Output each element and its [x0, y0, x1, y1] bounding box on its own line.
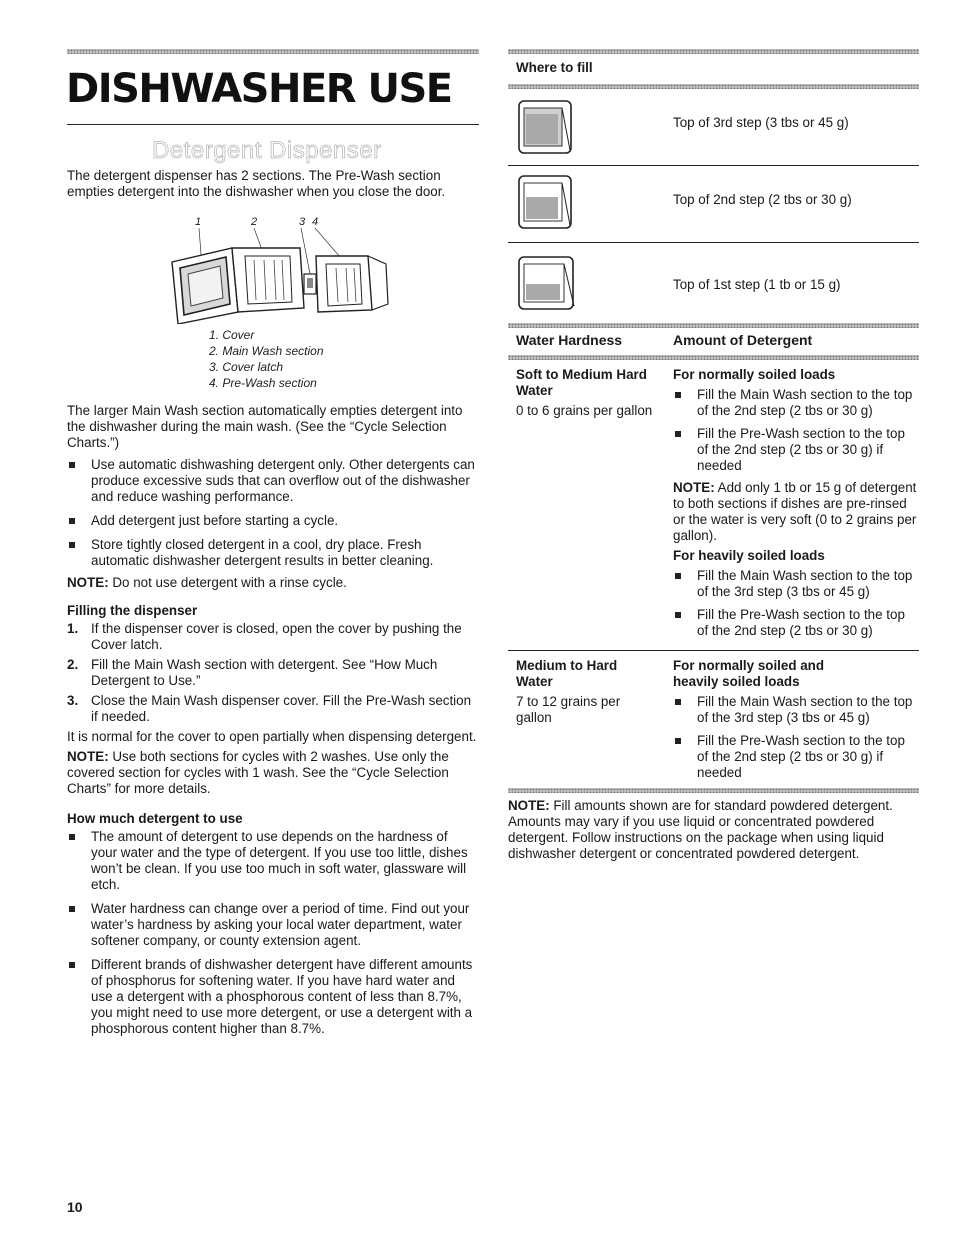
fill-row-divider	[508, 165, 919, 166]
where-heading-rule	[508, 84, 919, 89]
list-item: Fill the Main Wash section to the top of the 3rd step (3 tbs or 45 g)	[673, 568, 918, 600]
partial-open-paragraph: It is normal for the cover to open partially when dispensing detergent.	[67, 729, 477, 744]
dispenser-illustration	[150, 212, 410, 324]
intro-paragraph: The detergent dispenser has 2 sections. The Pre-Wash section empties detergent into the dishwasher when you close the door.	[67, 168, 446, 199]
bullet-icon	[67, 957, 91, 1037]
how-much-heading: How much detergent to use	[67, 811, 243, 826]
top-dotted-rule-right	[508, 49, 919, 54]
list-item: Fill the Main Wash section to the top of the 2nd step (2 tbs or 30 g)	[673, 387, 918, 419]
bullet-icon	[67, 457, 91, 505]
table-top-rule	[508, 323, 919, 328]
table-row-divider	[508, 650, 919, 651]
table-bottom-rule	[508, 788, 919, 793]
list-item: Add detergent just before starting a cycle.	[67, 513, 477, 529]
soft-water-amount: For normally soiled loads Fill the Main Wash section to the top of the 2nd step (2 tbs or 30 g) Fill the Pre-Wash section to the top of the 2nd step (2 tbs or 30 g) if needed NOTE: Add only 1 tb or 15 g of detergent to both sections if dishes are pre-rinsed or the water is very soft (0 to 2 grains per gallon). For heavily soiled loads Fill the Main Wash section to the top of the 3rd step (3 tbs or 45 g) Fill the Pre-Wash section to the top of the 2nd step (2 tbs or 30 g)	[673, 367, 917, 638]
soft-water-note: NOTE: Add only 1 tb or 15 g of detergent to both sections if dishes are pre-rinsed or the water is very soft (0 to 2 grains per gallon).	[673, 480, 917, 543]
note-rinse: NOTE: Do not use detergent with a rinse cycle.	[67, 575, 347, 590]
bullet-icon	[673, 568, 697, 600]
page-title: DISHWASHER USE	[66, 66, 452, 112]
list-item: Water hardness can change over a period of time. Find out your water’s hardness by asking your local water department, water softener company, or county extension agent.	[67, 901, 477, 949]
hard-water-amount: For normally soiled and heavily soiled loads Fill the Main Wash section to the top of the 3rd step (3 tbs or 45 g) Fill the Pre-Wash section to the top of the 2nd step (2 tbs or 30 g) if needed	[673, 658, 918, 781]
step-item: 3. Close the Main Wash dispenser cover. Fill the Pre-Wash section if needed.	[67, 693, 472, 724]
bullet-icon	[67, 901, 91, 949]
fill-row-divider	[508, 242, 919, 243]
fill-amounts-note: NOTE: Fill amounts shown are for standard powdered detergent. Amounts may vary if you use liquid or concentrated powdered detergent. Follow instructions on the package when using liquid dishwasher detergent or concentrated powdered detergent.	[508, 798, 893, 861]
page-number: 10	[67, 1199, 83, 1215]
list-item: Use automatic dishwashing detergent only. Other detergents can produce excessive suds that can overflow out of the dishwasher and reduce washing performance.	[67, 457, 477, 505]
cup-1st-step-icon	[518, 256, 580, 314]
col-water-hardness: Water Hardness	[516, 332, 623, 348]
cup-3rd-step-icon	[518, 100, 574, 158]
caption-cover-latch: 3. Cover latch	[209, 360, 284, 374]
caption-main-wash: 2. Main Wash section	[209, 344, 324, 358]
list-item: Different brands of dishwasher detergent have different amounts of phosphorus for softening water. If you have hard water and use a detergent with a phosphorous content of less than 8.7%, you might need to use more detergent, or use a detergent with a phosphorous content higher than 8.7%.	[67, 957, 477, 1037]
bullet-icon	[67, 829, 91, 893]
hard-water-cell: Medium to Hard Water 7 to 12 grains per gallon	[516, 658, 621, 725]
bullet-icon	[673, 607, 697, 639]
main-wash-paragraph: The larger Main Wash section automatically empties detergent into the dishwasher during the main wash. (See the “Cycle Selection Charts.”)	[67, 403, 463, 450]
where-to-fill-heading: Where to fill	[516, 60, 593, 75]
caption-cover: 1. Cover	[209, 328, 255, 342]
bullet-icon	[67, 513, 91, 529]
caption-pre-wash: 4. Pre-Wash section	[209, 376, 317, 390]
note-two-washes: NOTE: Use both sections for cycles with 2 washes. Use only the covered section for cycles with 1 wash. See the “Cycle Selection Charts” for more details.	[67, 749, 449, 796]
filling-heading: Filling the dispenser	[67, 603, 198, 618]
table-header-rule	[508, 355, 919, 360]
callout-1: 1	[195, 216, 202, 228]
list-item: The amount of detergent to use depends on the hardness of your water and the type of detergent. If you use too little, dishes won’t be clean. If you use too much in soft water, glassware will etch.	[67, 829, 477, 893]
bullet-icon	[673, 733, 697, 781]
cup-2nd-step-icon	[518, 175, 574, 233]
step-item: 2. Fill the Main Wash section with detergent. See “How Much Detergent to Use.”	[67, 657, 438, 688]
soft-water-cell: Soft to Medium Hard Water 0 to 6 grains per gallon	[516, 367, 653, 418]
top-dotted-rule-left	[67, 49, 479, 54]
dispenser-diagram	[150, 212, 410, 324]
left-body	[67, 403, 477, 1037]
bullet-icon	[673, 387, 697, 419]
fill-row-2nd-text: Top of 2nd step (2 tbs or 30 g)	[673, 192, 852, 207]
fill-row-3rd-text: Top of 3rd step (3 tbs or 45 g)	[673, 115, 849, 130]
bullet-icon	[673, 694, 697, 726]
list-item: Fill the Pre-Wash section to the top of the 2nd step (2 tbs or 30 g)	[673, 607, 918, 639]
list-item: Store tightly closed detergent in a cool, dry place. Fresh automatic dishwasher detergent results in better cleaning.	[67, 537, 477, 569]
callout-3: 3	[299, 216, 306, 228]
list-item: Fill the Pre-Wash section to the top of the 2nd step (2 tbs or 30 g) if needed	[673, 426, 918, 474]
callout-2: 2	[251, 216, 258, 228]
section-title: Detergent Dispenser	[152, 137, 382, 164]
title-underline	[67, 124, 479, 125]
step-item: 1. If the dispenser cover is closed, open the cover by pushing the Cover latch.	[67, 621, 462, 652]
diagram-captions	[209, 327, 324, 391]
list-item: Fill the Main Wash section to the top of the 3rd step (3 tbs or 45 g)	[673, 694, 918, 726]
list-item: Fill the Pre-Wash section to the top of the 2nd step (2 tbs or 30 g) if needed	[673, 733, 918, 781]
callout-4: 4	[312, 216, 319, 228]
col-amount-detergent: Amount of Detergent	[673, 332, 813, 348]
bullet-icon	[673, 426, 697, 474]
fill-row-1st-text: Top of 1st step (1 tb or 15 g)	[673, 277, 841, 292]
bullet-icon	[67, 537, 91, 569]
